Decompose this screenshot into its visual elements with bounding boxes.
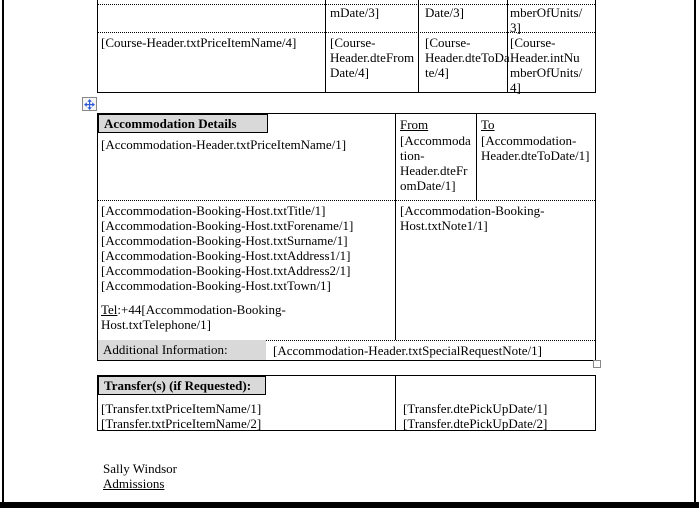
transfers-col-divider	[395, 376, 396, 430]
host-surname-field: [Accommodation-Booking-Host.txtSurname/1]	[101, 233, 348, 248]
host-forename-field: [Accommodation-Booking-Host.txtForename/1]	[101, 218, 354, 233]
accommodation-from-field: [Accommodation-Header.dteFromDate/1]	[400, 133, 471, 193]
accommodation-to-label: To	[481, 117, 495, 132]
additional-information-label: Additional Information:	[98, 340, 266, 360]
host-title-field: [Accommodation-Booking-Host.txtTitle/1]	[101, 203, 326, 218]
accommodation-to-field: [Accommodation-Header.dteToDate/1]	[481, 133, 590, 163]
accommodation-col-divider	[395, 114, 396, 340]
page-bottom-edge	[0, 502, 699, 508]
course-cont-units-field: mberOfUnits/3]	[510, 5, 583, 35]
course-col-divider-2	[418, 0, 419, 92]
accommodation-row-divider-1	[98, 200, 595, 201]
page-right-edge	[694, 0, 696, 502]
transfer-pickup-1-field: [Transfer.dtePickUpDate/1]	[403, 401, 548, 416]
transfer-item-2-field: [Transfer.txtPriceItemName/2]	[101, 416, 262, 431]
accommodation-details-header: Accommodation Details	[98, 114, 268, 133]
accommodation-from-label: From	[400, 117, 429, 132]
signature-department: Admissions	[103, 476, 165, 491]
course-name-field: [Course-Header.txtPriceItemName/4]	[101, 35, 297, 50]
table-move-handle[interactable]	[82, 97, 97, 111]
course-cont-to-field: Date/3]	[425, 5, 464, 20]
course-to-field: [Course-Header.dteToDate/4]	[425, 35, 510, 80]
tel-value: :+44[Accommodation-Booking-Host.txtTelephone/1]	[101, 302, 286, 332]
accommodation-fromto-divider	[476, 114, 477, 200]
additional-information-field: [Accommodation-Header.txtSpecialRequestNote/1]	[273, 343, 542, 358]
host-telephone-line	[101, 302, 391, 332]
course-from-field: [Course-Header.dteFromDate/4]	[330, 35, 415, 80]
course-units-field: [Course-Header.intNumberOfUnits/4]	[510, 35, 583, 95]
transfers-table	[97, 375, 596, 431]
host-note-field: [Accommodation-Booking-Host.txtNote1/1]	[400, 203, 545, 233]
signature-name: Sally Windsor	[103, 461, 177, 476]
course-cont-from-field: mDate/3]	[330, 5, 380, 20]
transfers-header: Transfer(s) (if Requested):	[98, 376, 266, 395]
host-address2-field: [Accommodation-Booking-Host.txtAddress2/1]	[101, 263, 351, 278]
four-direction-move-arrow-icon	[84, 99, 95, 110]
host-address1-field: [Accommodation-Booking-Host.txtAddress1/1]	[101, 248, 351, 263]
transfer-pickup-2-field: [Transfer.dtePickUpDate/2]	[403, 416, 548, 431]
accommodation-price-item-field: [Accommodation-Header.txtPriceItemName/1]	[101, 137, 347, 152]
table-resize-handle[interactable]	[593, 360, 601, 368]
course-col-divider-1	[325, 0, 326, 92]
tel-label: Tel	[101, 302, 118, 317]
host-town-field: [Accommodation-Booking-Host.txtTown/1]	[101, 278, 331, 293]
course-table	[97, 0, 596, 93]
page-left-edge	[2, 0, 4, 502]
accommodation-table	[97, 113, 596, 361]
transfer-item-1-field: [Transfer.txtPriceItemName/1]	[101, 401, 262, 416]
